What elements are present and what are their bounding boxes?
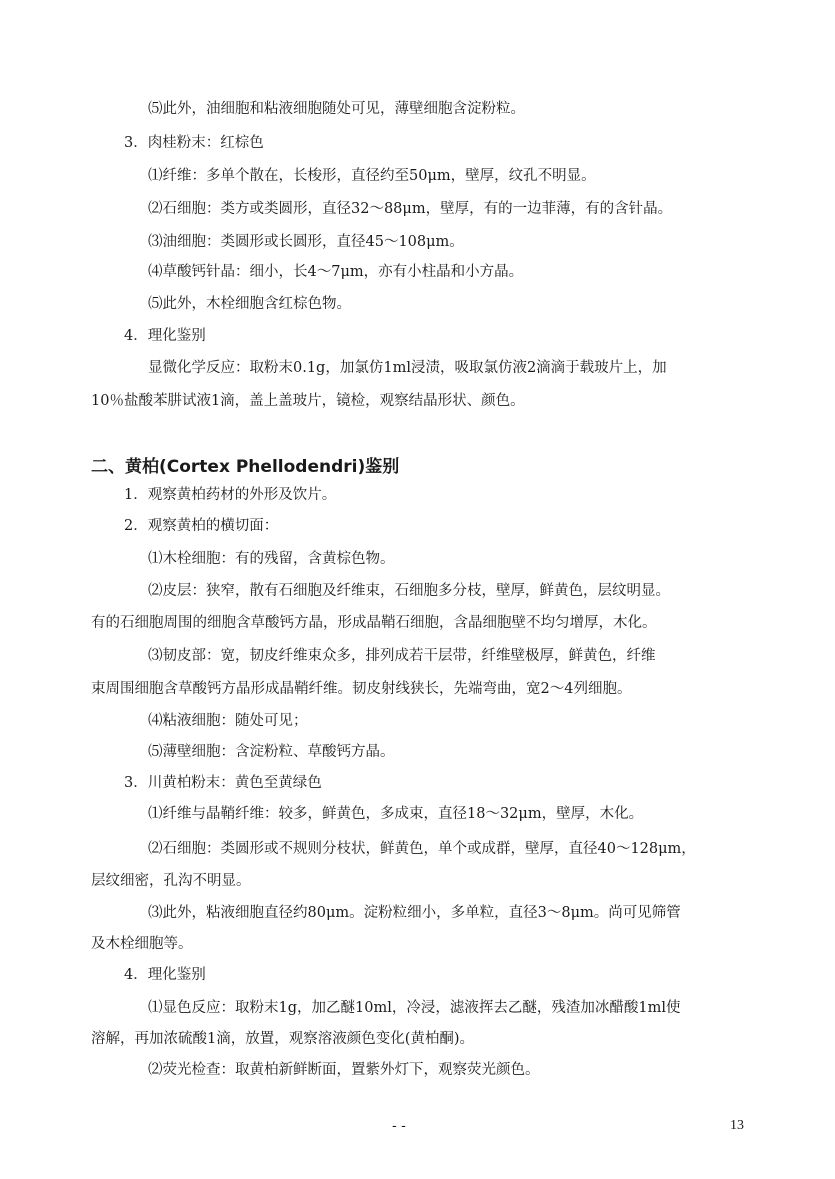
section-item: 3．川黄柏粉末：黄色至黄绿色: [124, 775, 322, 791]
paragraph-line: ⑴纤维：多单个散在，长梭形，直径约至50μm，壁厚，纹孔不明显。: [148, 168, 596, 184]
section-item: 4．理化鉴别: [124, 328, 206, 344]
paragraph-line: ⑵石细胞：类方或类圆形，直径32～88μm，壁厚，有的一边菲薄，有的含针晶。: [148, 201, 673, 217]
paragraph-line: 有的石细胞周围的细胞含草酸钙方晶，形成晶鞘石细胞，含晶细胞壁不均匀增厚，木化。: [91, 615, 657, 631]
paragraph-line: ⑴显色反应：取粉末1g，加乙醚10ml，冷浸，滤液挥去乙醚，残渣加冰醋酸1ml使: [148, 1000, 681, 1016]
section-item: 2．观察黄柏的横切面：: [124, 518, 279, 534]
section-item: 3．肉桂粉末：红棕色: [124, 135, 264, 151]
paragraph-line: 束周围细胞含草酸钙方晶形成晶鞘纤维。韧皮射线狭长，先端弯曲，宽2～4列细胞。: [91, 681, 632, 697]
paragraph-line: ⑴纤维与晶鞘纤维：较多，鲜黄色，多成束，直径18～32μm，壁厚，木化。: [148, 806, 644, 822]
paragraph-line: 及木栓细胞等。: [91, 936, 193, 952]
paragraph-line: ⑵石细胞：类圆形或不规则分枝状，鲜黄色，单个或成群，壁厚，直径40～128μm，: [148, 841, 696, 857]
section-heading: 二、黄柏(Cortex Phellodendri)鉴别: [91, 457, 400, 477]
paragraph-line: 10％盐酸苯肼试液1滴，盖上盖玻片，镜检，观察结晶形状、颜色。: [91, 393, 525, 409]
paragraph-line: ⑶油细胞：类圆形或长圆形，直径45～108μm。: [148, 234, 464, 250]
paragraph-line: ⑷粘液细胞：随处可见；: [148, 713, 308, 729]
footer-dashes: - -: [392, 1118, 406, 1134]
paragraph-line: 溶解，再加浓硫酸1滴，放置，观察溶液颜色变化(黄柏酮)。: [91, 1031, 475, 1047]
paragraph-line: ⑶此外，粘液细胞直径约80μm。淀粉粒细小，多单粒，直径3～8μm。尚可见筛管: [148, 905, 681, 921]
paragraph-line: 显微化学反应：取粉末0.1g，加氯仿1ml浸渍，吸取氯仿液2滴滴于载玻片上，加: [148, 360, 667, 376]
paragraph-line: ⑸薄壁细胞：含淀粉粒、草酸钙方晶。: [148, 744, 395, 760]
paragraph-line: ⑵荧光检查：取黄柏新鲜断面，置紫外灯下，观察荧光颜色。: [148, 1062, 540, 1078]
paragraph-line: ⑵皮层：狭窄，散有石细胞及纤维束，石细胞多分枝，壁厚，鲜黄色，层纹明显。: [148, 583, 670, 599]
section-item: 4．理化鉴别: [124, 967, 206, 983]
paragraph-line: ⑷草酸钙针晶：细小，长4～7μm，亦有小柱晶和小方晶。: [148, 264, 524, 280]
paragraph-line: ⑴木栓细胞：有的残留，含黄棕色物。: [148, 551, 395, 567]
paragraph-line: 层纹细密，孔沟不明显。: [91, 873, 251, 889]
paragraph-line: ⑸此外，木栓细胞含红棕色物。: [148, 296, 351, 312]
paragraph-line: ⑶韧皮部：宽，韧皮纤维束众多，排列成若干层带，纤维壁极厚，鲜黄色，纤维: [148, 648, 656, 664]
section-item: 1．观察黄柏药材的外形及饮片。: [124, 487, 337, 503]
page-number: 13: [730, 1118, 744, 1133]
paragraph-line: ⑸此外，油细胞和粘液细胞随处可见，薄壁细胞含淀粉粒。: [148, 101, 525, 117]
